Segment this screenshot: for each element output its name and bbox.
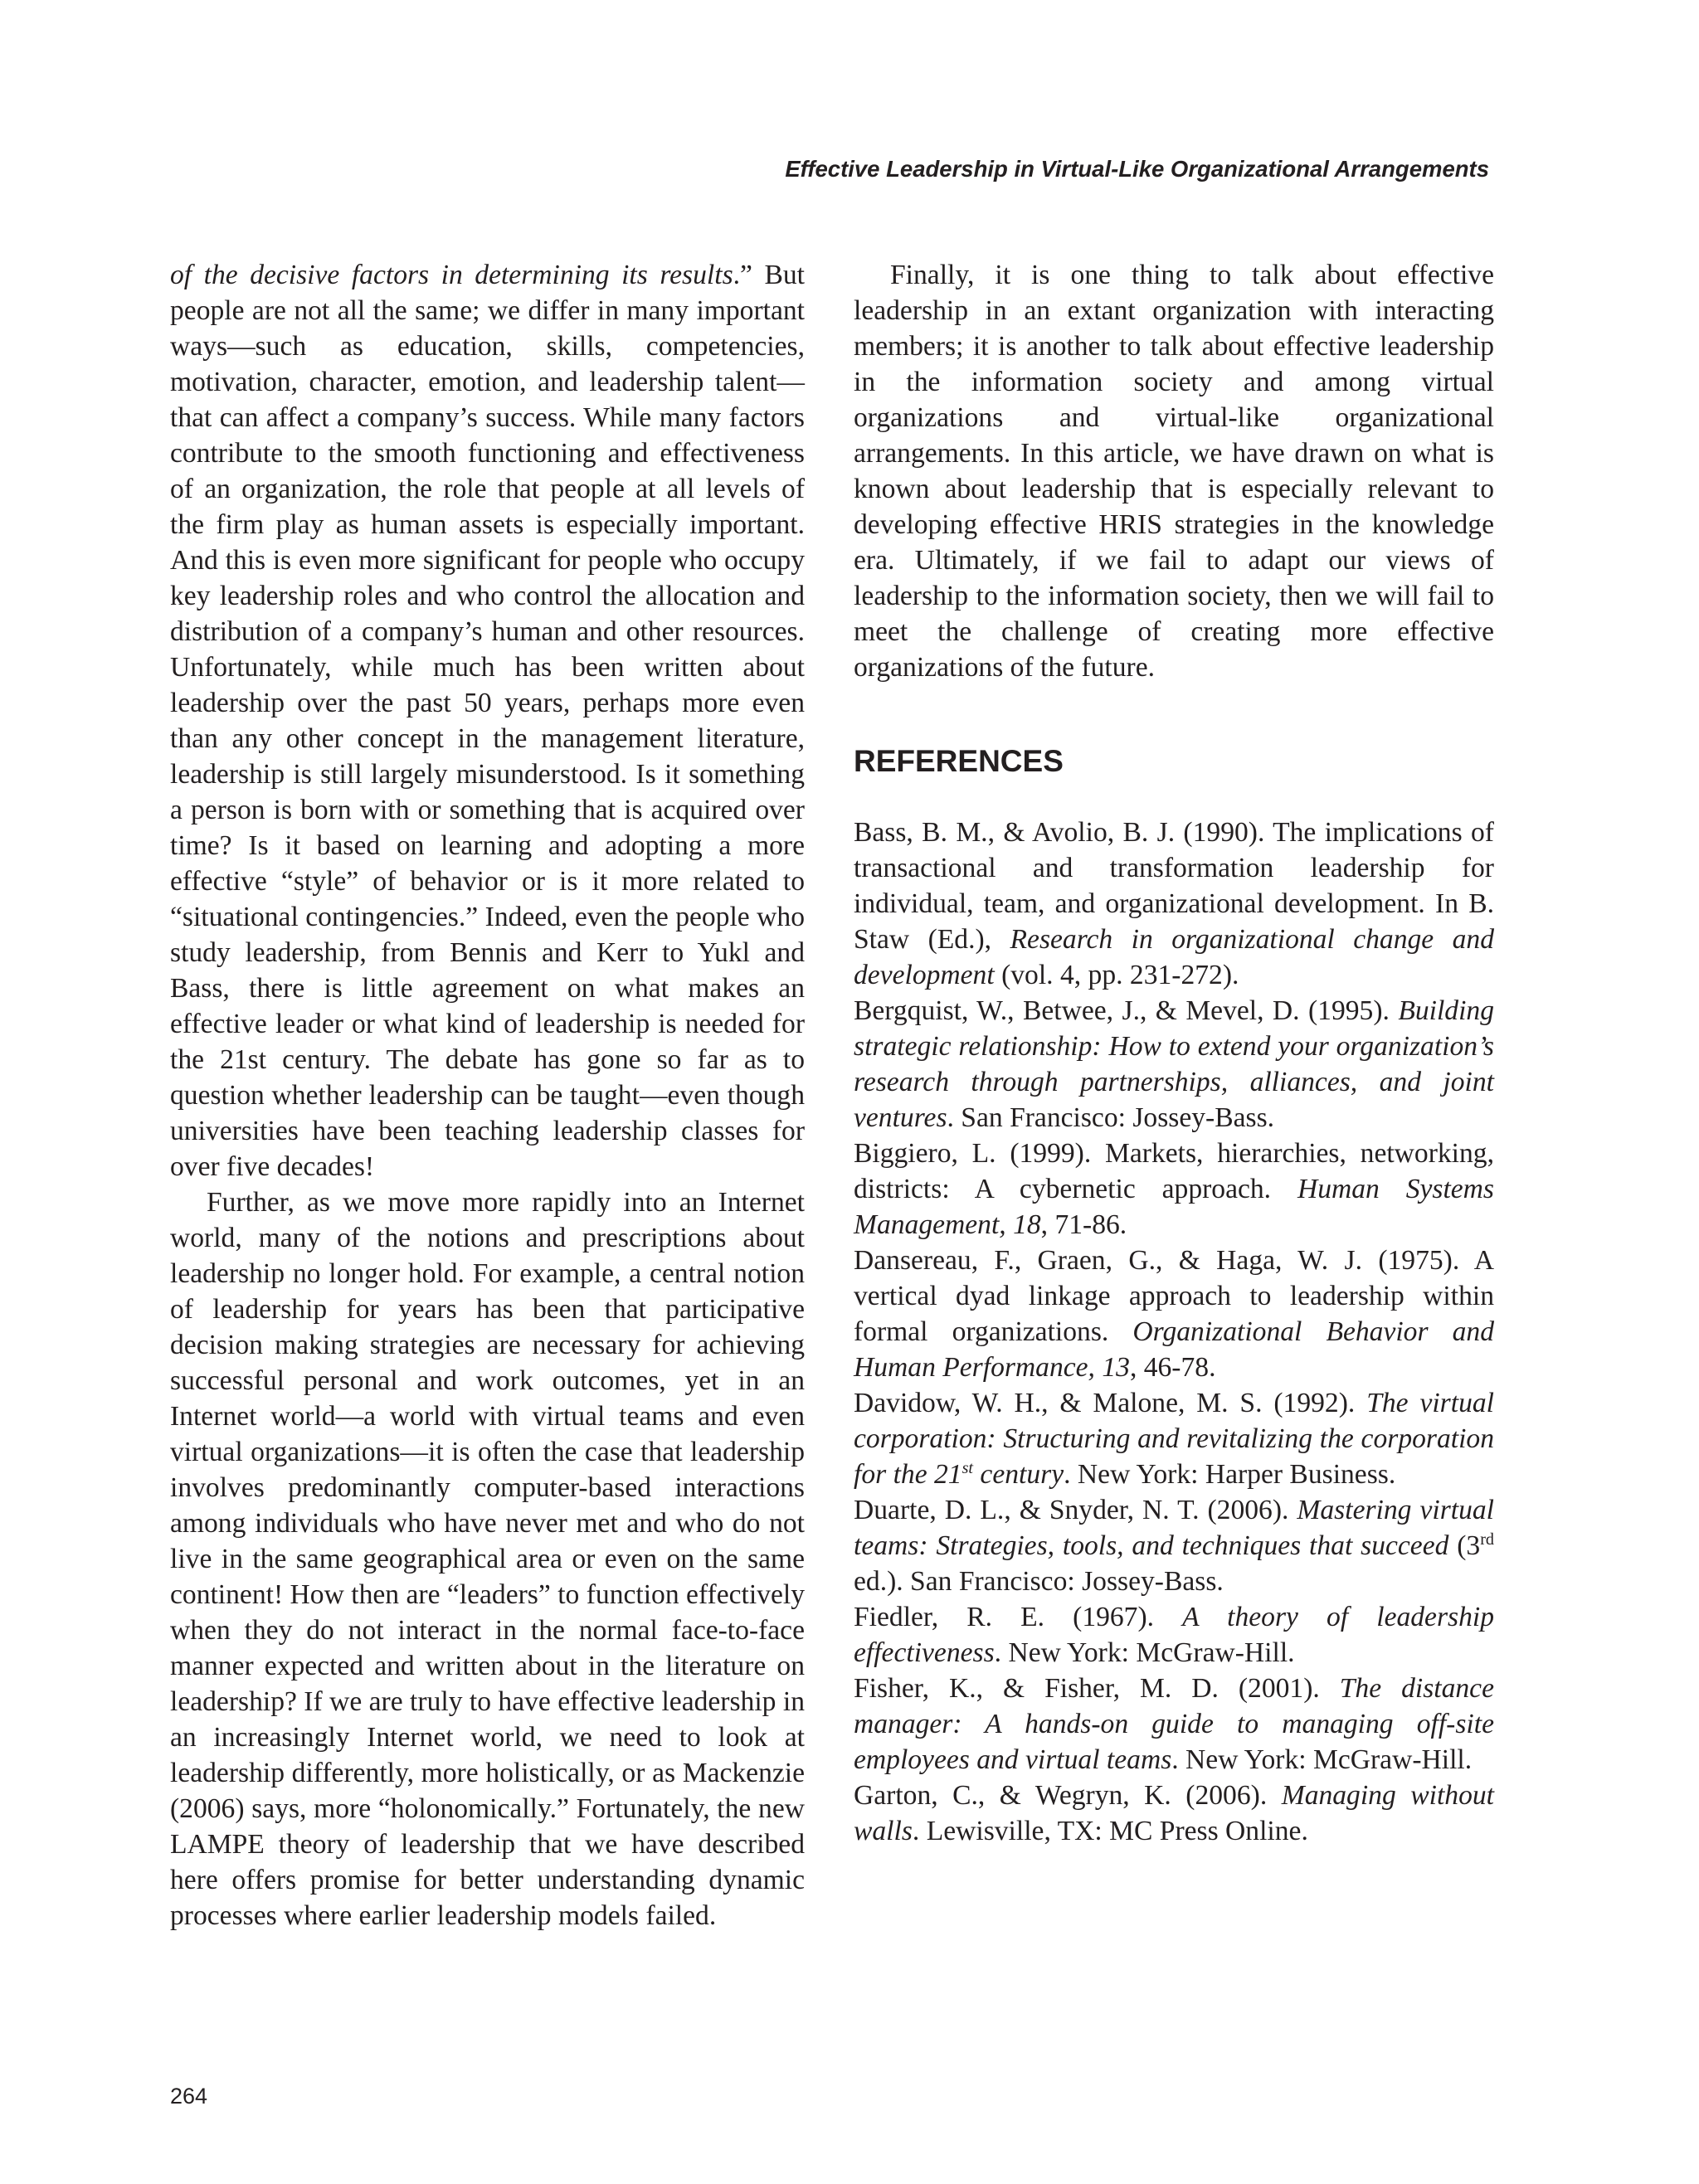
left-column (170, 257, 805, 1933)
reference-entry: Dansereau, F., Graen, G., & Haga, W. J. (1975). A vertical dyad linkage approach to leadership within formal organizations. Organizational Behavior and Human Performance, 13, 46-78. (854, 1245, 1494, 1383)
paragraph-text: .” But people are not all the same; we differ in many important ways—such as education, skills, competencies, motivation, character, emotion, and leadership talent—that can affect a company’s success. While many factors contribute to the smooth functioning and effectiveness of an organization, the role that people at all levels of the firm play as human assets is especially important. And this is even more significant for people who occupy key leadership roles and who control the allocation and distribution of a company’s human and other resources. Unfortunately, while much has been written about leadership over the past 50 years, perhaps more even than any other concept in the management literature, leadership is still largely misunderstood. Is it something a person is born with or something that is acquired over time? Is it based on learning and adopting a more effective “style” of behavior or is it more related to “situational contingencies.” Indeed, even the people who study leadership, from Bennis and Kerr to Yukl and Bass, there is little agreement on what makes an effective leader or what kind of leadership is needed for the 21st century. The debate has gone so far as to question whether leadership can be taught—even though universities have been teaching leadership classes for over five decades! (170, 260, 805, 1182)
reference-entry: Davidow, W. H., & Malone, M. S. (1992). The virtual corporation: Structuring and revitalizing the corporation for the 21st century. New York: Harper Business. (854, 1388, 1494, 1490)
page-number: 264 (170, 2084, 208, 2109)
reference-entry: Duarte, D. L., & Snyder, N. T. (2006). Mastering virtual teams: Strategies, tools, and techniques that succeed (3rd ed.). San Francisco: Jossey-Bass. (854, 1495, 1494, 1597)
reference-entry: Garton, C., & Wegryn, K. (2006). Managing without walls. Lewisville, TX: MC Press Online. (854, 1780, 1494, 1846)
reference-entry: Biggiero, L. (1999). Markets, hierarchies, networking, districts: A cybernetic approach. Human Systems Management, 18, 71-86. (854, 1138, 1494, 1240)
reference-entry: Fiedler, R. E. (1967). A theory of leadership effectiveness. New York: McGraw-Hill. (854, 1602, 1494, 1668)
references-heading: REFERENCES (854, 744, 1064, 778)
right-column (854, 257, 1494, 1849)
reference-entry: Bass, B. M., & Avolio, B. J. (1990). The implications of transactional and transformation leadership for individual, team, and organizational development. In B. Staw (Ed.), Research in organizational change and development (vol. 4, pp. 231-272). (854, 817, 1495, 990)
italic-quote: of the decisive factors in determining its results (170, 260, 733, 290)
body-paragraph (170, 257, 805, 1184)
running-header: Effective Leadership in Virtual-Like Organizational Arrangements (785, 156, 1489, 182)
body-paragraph: Further, as we move more rapidly into an Internet world, many of the notions and prescriptions about leadership no longer hold. For example, a central notion of leadership for years has been that participative decision making strategies are necessary for achieving successful personal and work outcomes, yet in an Internet world—a world with virtual teams and even virtual organizations—it is often the case that leadership involves predominantly computer-based interactions among individuals who have never met and who do not live in the same geographical area or even on the same continent! How then are “leaders” to function effectively when they do not interact in the normal face-to-face manner expected and written about in the literature on leadership? If we are truly to have effective leadership in an increasingly Internet world, we need to look at leadership differently, more holistically, or as Mackenzie (2006) says, more “holonomically.” Fortunately, the new LAMPE theory of leadership that we have described here offers promise for better understanding dynamic processes where earlier leadership models failed. (170, 1187, 805, 1931)
reference-entry: Bergquist, W., Betwee, J., & Mevel, D. (1995). Building strategic relationship: How to extend your organization’s research through partnerships, alliances, and joint ventures. San Francisco: Jossey-Bass. (854, 995, 1494, 1133)
body-paragraph: Finally, it is one thing to talk about effective leadership in an extant organization with interacting members; it is another to talk about effective leadership in the information society and among virtual organizations and virtual-like organizational arrangements. In this article, we have drawn on what is known about leadership that is especially relevant to developing effective HRIS strategies in the knowledge era. Ultimately, if we fail to adapt our views of leadership to the information society, then we will fail to meet the challenge of creating more effective organizations of the future. (854, 260, 1494, 683)
reference-entry: Fisher, K., & Fisher, M. D. (2001). The distance manager: A hands-on guide to managing off-site employees and virtual teams. New York: McGraw-Hill. (854, 1673, 1494, 1775)
